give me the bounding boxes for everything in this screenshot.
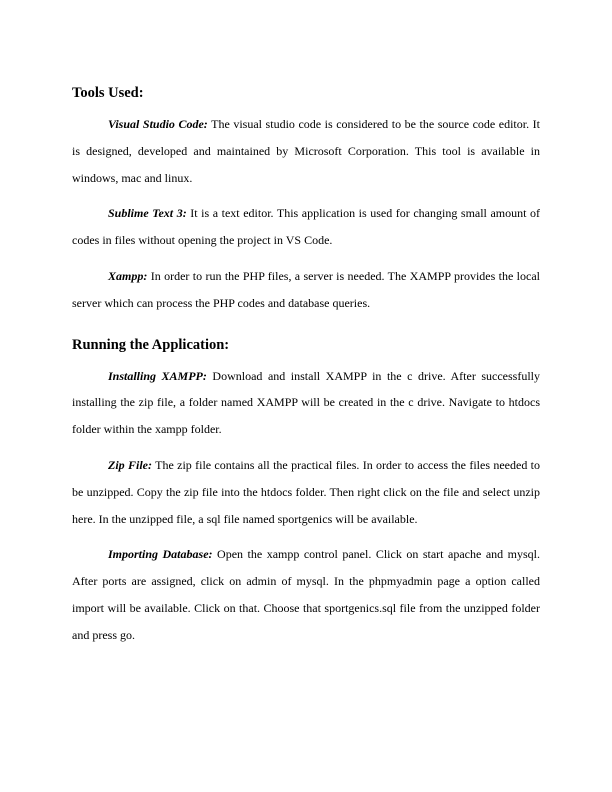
- text-zip-file: The zip file contains all the practical files. In order to access the files needed to be unzipped. Copy the zip file into the htdocs folder. Then right click on the file and select unzip here. In the unzipped file, a sql file named sportgenics will be available.: [72, 457, 540, 526]
- paragraph-xampp: [72, 263, 540, 317]
- tools-used-heading: Tools Used:: [72, 85, 144, 101]
- term-importing-database: Importing Database:: [108, 547, 213, 562]
- running-application-heading: Running the Application:: [72, 336, 230, 353]
- term-xampp: Xampp:: [108, 268, 148, 283]
- document-page: [72, 84, 540, 658]
- text-xampp: In order to run the PHP files, a server is needed. The XAMPP provides the local server which can process the PHP codes and database queries.: [72, 268, 541, 310]
- term-installing-xampp: Installing XAMPP:: [108, 368, 207, 383]
- paragraph-installing-xampp: [72, 363, 540, 443]
- text-installing-xampp: Download and install XAMPP in the c drive. After successfully installing the zip file, a folder named XAMPP will be created in the c drive. Navigate to htdocs folder within the xampp folder.: [72, 368, 541, 437]
- paragraph-visual-studio-code: [72, 111, 540, 191]
- text-sublime-text: It is a text editor. This application is used for changing small amount of codes in files without opening the project in VS Code.: [72, 206, 541, 248]
- text-importing-database: Open the xampp control panel. Click on start apache and mysql. After ports are assigned, click on admin of mysql. In the phpmyadmin page a option called import will be available. Click on that. Choose that sportgenics.sql file from the unzipped folder and press go.: [72, 547, 540, 642]
- paragraph-sublime-text: [72, 200, 540, 254]
- term-zip-file: Zip File:: [108, 457, 152, 472]
- paragraph-importing-database: [72, 541, 540, 648]
- paragraph-zip-file: [72, 452, 540, 532]
- term-sublime-text: Sublime Text 3:: [108, 206, 187, 221]
- term-visual-studio-code: Visual Studio Code:: [108, 117, 208, 131]
- text-visual-studio-code: The visual studio code is considered to be the source code editor. It is designed, developed and maintained by Microsoft Corporation. This tool is available in windows, mac and linux.: [72, 117, 540, 185]
